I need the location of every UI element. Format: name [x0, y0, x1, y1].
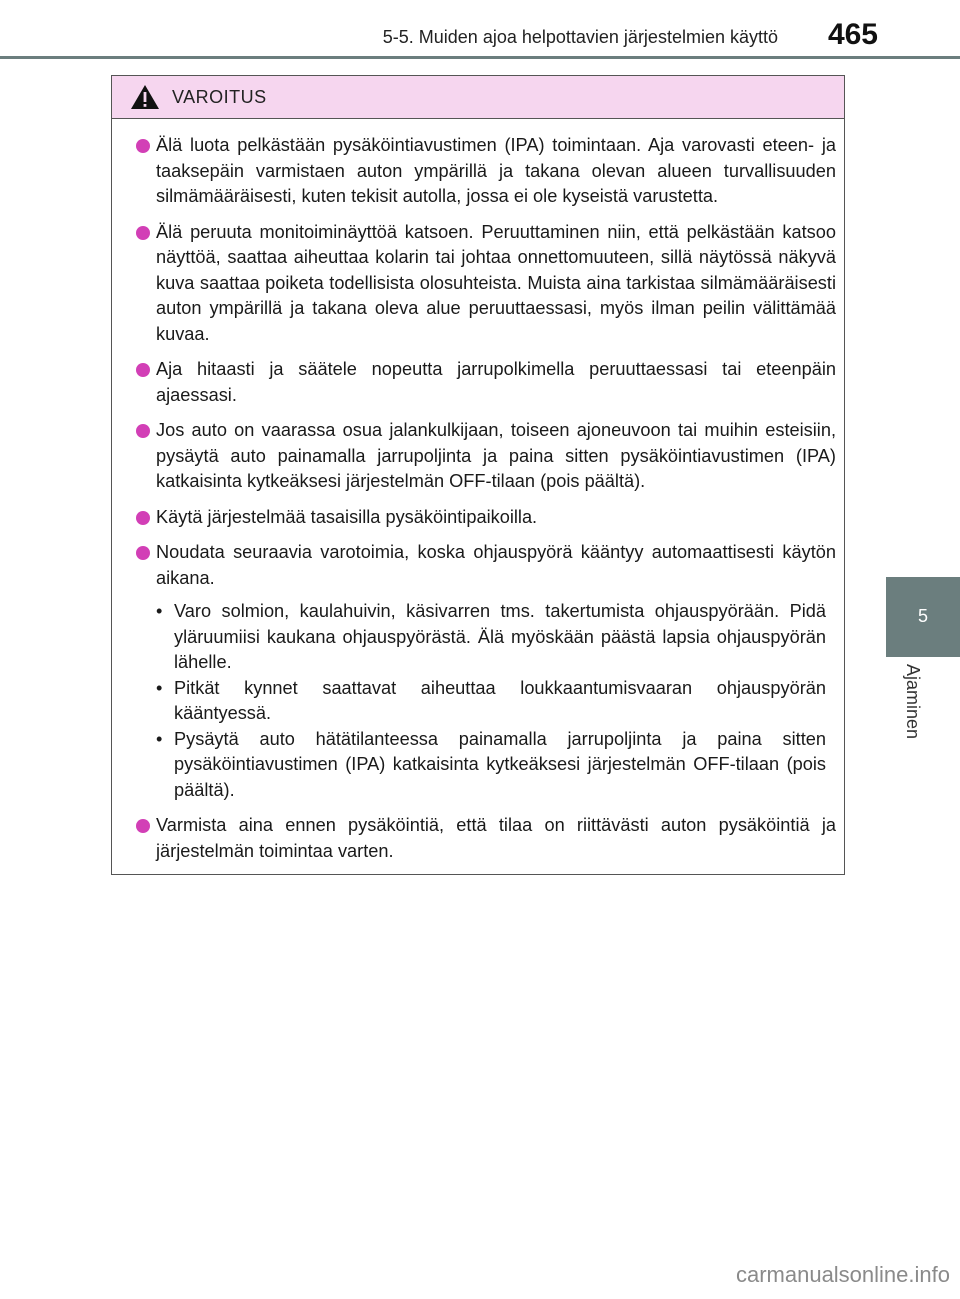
watermark: carmanualsonline.info	[735, 1262, 950, 1287]
warning-triangle-icon	[130, 84, 160, 110]
sub-bullet: •	[156, 728, 163, 749]
warning-item-text: Varmista aina ennen pysäköintiä, että tilaa on riittävästi auton pysäköintiä ja järjestelmän toimintaa varten.	[156, 815, 836, 861]
sub-list-item	[156, 727, 826, 804]
warning-item-text: Aja hitaasti ja säätele nopeutta jarrupolkimella peruuttaessasi tai eteenpäin ajaessasi.	[156, 359, 836, 405]
section-title: 5-5. Muiden ajoa helpottavien järjestelmien käyttö	[382, 27, 778, 47]
warning-title: VAROITUS	[172, 87, 267, 107]
warning-item-text: Älä luota pelkästään pysäköintiavustimen (IPA) toimintaan. Aja varovasti eteen- ja taaksepäin varmistaen auton ympärillä ja takana olevan alueen turvallisuuden silmämääräisesti, kuten tekisit autolla, jossa ei ole kyseistä varustetta.	[156, 135, 836, 206]
sub-list	[156, 599, 836, 803]
warning-item-text: Älä peruuta monitoiminäyttöä katsoen. Peruuttaminen niin, että pelkästään katsoo näyttöä, saattaa aiheuttaa kolarin tai johtaa onnettomuuteen, sillä näytössä näkyvä kuva saattaa poiketa todellisista olosuhteista. Muista aina tarkistaa silmämääräisesti auton ympärillä ja takana oleva alue peruuttaessasi, myös ilman peilin välittämää kuvaa.	[156, 221, 836, 344]
warning-box	[111, 75, 845, 875]
bullet-icon	[136, 424, 150, 438]
page-number: 465	[827, 18, 878, 51]
warning-item	[134, 133, 836, 210]
sub-bullet: •	[156, 677, 163, 698]
sub-bullet: •	[156, 601, 163, 621]
bullet-icon	[136, 139, 150, 153]
sub-item-text: Varo solmion, kaulahuivin, käsivarren tms. takertumista ohjauspyörään. Pidä yläruumiisi kaukana ohjauspyörästä. Älä myöskään päästä lapsia ohjauspyörän lähelle.	[174, 601, 826, 672]
sub-list-item	[156, 599, 826, 676]
bullet-icon	[136, 226, 150, 240]
warning-body	[112, 119, 844, 864]
warning-item-text: Jos auto on vaarassa osua jalankulkijaan, toiseen ajoneuvoon tai muihin esteisiin, pysäytä auto painamalla jarrupoljinta ja paina sitten pysäköintiavustimen (IPA) katkaisinta kytkeäksesi järjestelmän OFF-tilaan (pois päältä).	[156, 420, 836, 491]
warning-item-text: Noudata seuraavia varotoimia, koska ohjauspyörä kääntyy automaattisesti käytön aikana.	[156, 542, 836, 588]
header-divider	[0, 56, 960, 59]
warning-item	[134, 505, 836, 531]
chapter-label: Ajaminen	[903, 664, 923, 740]
bullet-icon	[136, 511, 150, 525]
page-header	[0, 0, 960, 62]
bullet-icon	[136, 363, 150, 377]
warning-header	[112, 76, 844, 119]
bullet-icon	[136, 546, 150, 560]
chapter-tab[interactable]: 5	[886, 577, 960, 657]
warning-item	[134, 220, 836, 348]
sub-list-item	[156, 676, 826, 727]
sub-item-text: Pysäytä auto hätätilanteessa painamalla jarrupoljinta ja paina sitten pysäköintiavustimen (IPA) katkaisinta kytkeäksesi järjestelmän OFF-tilaan (pois päältä).	[174, 728, 826, 800]
warning-item	[134, 813, 836, 864]
warning-item	[134, 540, 836, 803]
warning-item-text: Käytä järjestelmää tasaisilla pysäköintipaikoilla.	[156, 506, 538, 527]
sub-item-text: Pitkät kynnet saattavat aiheuttaa loukkaantumisvaaran ohjauspyörän kääntyessä.	[174, 677, 826, 723]
warning-item	[134, 357, 836, 408]
warning-item	[134, 418, 836, 495]
bullet-icon	[136, 819, 150, 833]
